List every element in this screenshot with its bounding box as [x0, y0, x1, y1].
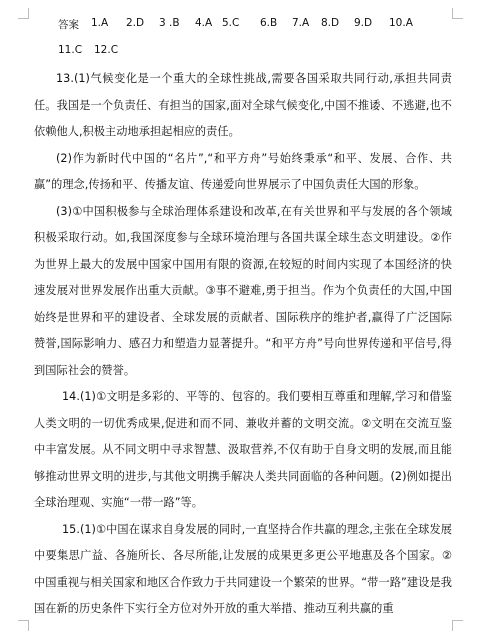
answer-item: 2.D	[126, 17, 145, 29]
answer-explanations	[34, 66, 452, 623]
answer-item: 12.C	[94, 44, 119, 56]
answer-15: 15.(1)①中国在谋求自身发展的同时,一直坚持合作共赢的理念,主张在全球发展中要集思广益、各施所长、各尽所能,让发展的成果更多更公平地惠及各个国家。②中国重视与相关国家和地区合作致力于共同建设一个繁荣的世界。“带一路”建设是我国在新的历史条件下实行全方位对外开放的重大举措、推动互利共赢的重	[34, 522, 452, 615]
crop-mark-bottom-left	[18, 620, 29, 631]
answer-13-part2: (2)作为新时代中国的“名片”,“和平方舟”号始终秉承“和平、发展、合作、共赢”的理念,传扬和平、传播友谊、传递爱向世界展示了中国负责任大国的形象。	[34, 151, 452, 191]
answer-item: 3 .B	[159, 17, 180, 29]
answer-item: 11.C	[58, 44, 83, 56]
answer-item: 1.A	[91, 17, 109, 29]
answer-item: 4.A	[195, 17, 213, 29]
answer-13-part1: 13.(1)气候变化是一个重大的全球性挑战,需要各国采取共同行动,承担共同责任。我国是一个负责任、有担当的国家,面对全球气候变化,中国不推诿、不逃避,也不依赖他人,积极主动地承担起相应的责任。	[34, 72, 452, 138]
answer-item: 6.B	[260, 17, 278, 29]
answer-key-label: 答案	[58, 19, 79, 31]
answer-item: 10.A	[389, 17, 413, 29]
answer-item: 7.A	[292, 17, 310, 29]
answer-item: 8.D	[321, 17, 340, 29]
crop-mark-bottom-right	[452, 620, 463, 631]
crop-mark-top-left	[18, 8, 29, 19]
answer-13-part3: (3)①中国积极参与全球治理体系建设和改革,在有关世界和平与发展的各个领域积极采取行动。如,我国深度参与全球环境治理与各国共谋全球生态文明建设。②作为世界上最大的发展中国家中国用有限的资源,在较短的时间内实现了本国经济的快速发展对世界发展作出重大贡献。③事不避难,勇于担当。作为个负责任的大国,中国始终是世界和平的建设者、全球发展的贡献者、国际秩序的维护者,赢得了广泛国际赞誉,国际影响力、感召力和塑造力显著提升。“和平方舟”号向世界传递和平信号,得到国际社会的赞誉。	[34, 204, 452, 377]
answer-14: 14.(1)①文明是多彩的、平等的、包容的。我们要相互尊重和理解,学习和借鉴人类文明的一切优秀成果,促进和而不同、兼收并蓄的文明交流。②文明在交流互鉴中丰富发展。从不同文明中寻求智慧、汲取营养,不仅有助于自身文明的发展,而且能够推动世界文明的进步,与其他文明携手解决人类共同面临的各种问题。(2)例如提出全球治理观、实施“一带一路”等。	[34, 390, 452, 509]
answer-item: 9.D	[354, 17, 373, 29]
crop-mark-top-right	[452, 8, 463, 19]
answer-item: 5.C	[222, 17, 240, 29]
